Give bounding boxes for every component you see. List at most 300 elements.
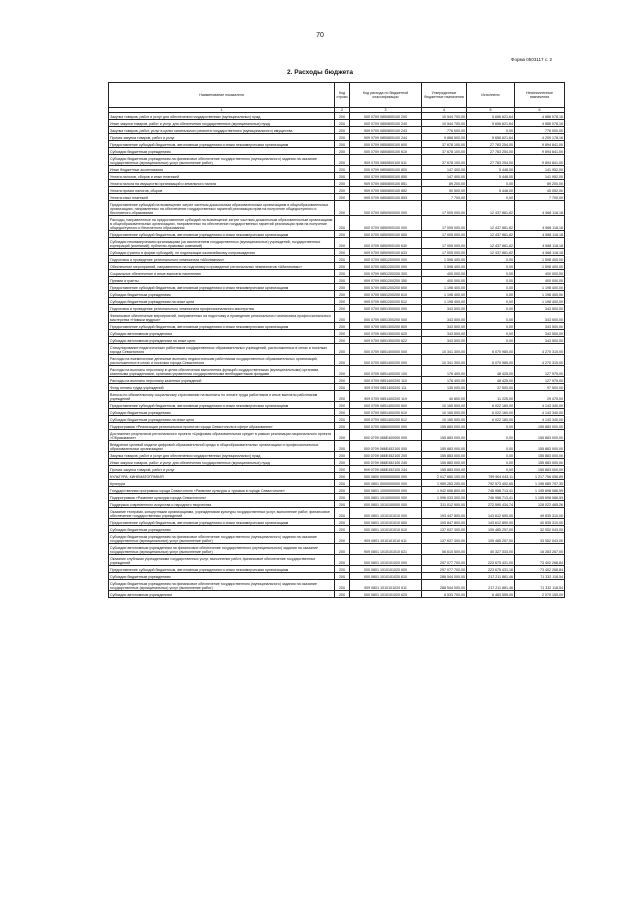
row-remaining: 4 209 178,16 bbox=[515, 134, 565, 141]
row-remaining: 45 052,00 bbox=[515, 187, 565, 194]
row-approved: 155 883 000,00 bbox=[422, 466, 467, 473]
row-executed: 0,00 bbox=[467, 452, 515, 459]
row-name: Субсидии некоммерческим организациям (за исключением государственных (муниципальных) учреждений, государственных корпораций (компаний), публично-правовых компаний) bbox=[109, 238, 335, 249]
row-name: Подпрограмма «Реализация региональных проектов города Севастополя в сфере образования» bbox=[109, 423, 335, 430]
table-row bbox=[109, 391, 565, 402]
row-kbk: 000 0709 0851400200 100 bbox=[350, 366, 422, 377]
row-executed: 0,00 bbox=[467, 270, 515, 277]
row-approved: 10 341 300,00 bbox=[422, 355, 467, 366]
row-kbk: 000 0709 0851200200 300 bbox=[350, 270, 422, 277]
table-row bbox=[109, 416, 565, 423]
row-name: Достижение результатов регионального проекта «Цифровая образовательная среда» в рамках реализации национального проекта «Образование» bbox=[109, 430, 335, 441]
row-approved: 288 544 000,00 bbox=[422, 580, 467, 591]
row-approved: 56 610 500,00 bbox=[422, 544, 467, 555]
row-name: Предоставление субсидий бюджетным, автономным учреждениям и иным некоммерческим организациям bbox=[109, 519, 335, 526]
row-kbk: 000 0801 1010101020 600 bbox=[350, 566, 422, 573]
row-name: Субсидии бюджетным учреждениям на финансовое обеспечение государственного (муниципального) задания на оказание государственных (муниципальных) услуг (выполнение работ) bbox=[109, 580, 335, 591]
row-code: 200 bbox=[335, 249, 350, 256]
row-name: Оказание клубными учреждениями государственных услуг, выполнение работ, финансовое обеспечение государственных учреждений bbox=[109, 555, 335, 566]
row-remaining: 40 835 310,00 bbox=[515, 519, 565, 526]
row-executed: 223 675 431,00 bbox=[467, 555, 515, 566]
row-code: 200 bbox=[335, 270, 350, 277]
row-approved: 147 400,00 bbox=[422, 166, 467, 173]
table-row bbox=[109, 284, 565, 291]
table-row bbox=[109, 238, 565, 249]
row-executed: 0,00 bbox=[467, 312, 515, 323]
row-code: 200 bbox=[335, 344, 350, 355]
table-row bbox=[109, 466, 565, 473]
table-row bbox=[109, 544, 565, 555]
header-row bbox=[109, 83, 565, 108]
row-name: Премии и гранты bbox=[109, 277, 335, 284]
row-code: 200 bbox=[335, 466, 350, 473]
row-remaining: 9 894 841,00 bbox=[515, 141, 565, 148]
row-approved: 193 447 800,00 bbox=[422, 508, 467, 519]
row-name: Субсидии бюджетным учреждениям на финансовое обеспечение государственного (муниципального) задания на оказание государственных (муниципальных) услуг (выполнение работ) bbox=[109, 533, 335, 544]
row-kbk: 000 0801 1010101010 000 bbox=[350, 508, 422, 519]
row-executed: 0,00 bbox=[467, 466, 515, 473]
row-remaining: 343 500,00 bbox=[515, 323, 565, 330]
row-name: Субсидии бюджетным учреждениям на иные цели bbox=[109, 416, 335, 423]
row-remaining: 4 143 340,00 bbox=[515, 416, 565, 423]
row-remaining: 141 952,00 bbox=[515, 173, 565, 180]
row-executed: 12 437 881,82 bbox=[467, 238, 515, 249]
row-name: Уплата налога на имущество организаций и земельного налога bbox=[109, 180, 335, 187]
row-approved: 8 533 700,00 bbox=[422, 591, 467, 598]
table-row bbox=[109, 377, 565, 384]
row-kbk: 000 0709 0850900100 600 bbox=[350, 231, 422, 238]
row-remaining: 73 402 268,84 bbox=[515, 555, 565, 566]
table-row bbox=[109, 323, 565, 330]
row-executed: 27 783 254,00 bbox=[467, 141, 515, 148]
row-kbk: 000 0709 0860000000 000 bbox=[350, 423, 422, 430]
row-remaining: 127 975,00 bbox=[515, 366, 565, 377]
row-approved: 1 942 656 800,00 bbox=[422, 487, 467, 494]
row-name: Поддержка современного искусства и народного творчества bbox=[109, 501, 335, 508]
row-approved: 343 500,00 bbox=[422, 305, 467, 312]
row-kbk: 000 0709 0851400200 610 bbox=[350, 409, 422, 416]
row-code: 200 bbox=[335, 494, 350, 501]
row-kbk: 000 0801 1010101020 610 bbox=[350, 573, 422, 580]
row-kbk: 000 0709 0851400200 110 bbox=[350, 377, 422, 384]
row-code: 200 bbox=[335, 277, 350, 284]
row-executed: 799 904 043,11 bbox=[467, 473, 515, 480]
table-row bbox=[109, 148, 565, 155]
row-kbk: 000 0801 1010100000 000 bbox=[350, 501, 422, 508]
column-number: 2 bbox=[335, 108, 350, 113]
table-row bbox=[109, 173, 565, 180]
table-row bbox=[109, 501, 565, 508]
row-executed: 6 022 160,00 bbox=[467, 402, 515, 409]
table-row bbox=[109, 402, 565, 409]
table-row bbox=[109, 201, 565, 216]
row-code: 200 bbox=[335, 519, 350, 526]
row-name: Уплата иных платежей bbox=[109, 194, 335, 201]
row-name: Социальное обеспечение и иные выплаты населению bbox=[109, 270, 335, 277]
row-name: Обеспечение мероприятий, направленных на подготовку и проведение региональных чемпионатов «Абилимпикс» bbox=[109, 263, 335, 270]
row-kbk: 909 0709 0850800100 852 bbox=[350, 187, 422, 194]
row-executed: 6 070 985,00 bbox=[467, 344, 515, 355]
row-kbk: 000 0709 0851200200 610 bbox=[350, 291, 422, 298]
row-name: Субсидии бюджетным учреждениям bbox=[109, 291, 335, 298]
row-approved: 193 847 800,00 bbox=[422, 519, 467, 526]
row-approved: 1 989 263 200,00 bbox=[422, 480, 467, 487]
row-approved: 17 005 000,00 bbox=[422, 231, 467, 238]
row-kbk: 000 0709 0851300200 000 bbox=[350, 312, 422, 323]
row-code: 200 bbox=[335, 263, 350, 270]
row-remaining: 71 332 118,54 bbox=[515, 580, 565, 591]
row-kbk: 909 0709 0850900100 633 bbox=[350, 249, 422, 256]
row-kbk: 000 0709 086E452100 000 bbox=[350, 441, 422, 452]
row-kbk: 000 0709 086E452100 240 bbox=[350, 459, 422, 466]
section-title: 2. Расходы бюджета bbox=[287, 69, 353, 76]
row-code: 200 bbox=[335, 120, 350, 127]
table-row bbox=[109, 256, 565, 263]
row-name: Закупка товаров, работ, услуг в целях капитального ремонта государственного (муниципального) имущества bbox=[109, 127, 335, 134]
row-executed: 6 070 985,00 bbox=[467, 355, 515, 366]
table-row bbox=[109, 127, 565, 134]
table-row bbox=[109, 194, 565, 201]
header-executed: Исполнено bbox=[467, 83, 515, 108]
row-executed: 0,00 bbox=[467, 256, 515, 263]
row-approved: 1 198 400,00 bbox=[422, 291, 467, 298]
table-row bbox=[109, 591, 565, 598]
row-kbk: 000 0801 0000000000 000 bbox=[350, 480, 422, 487]
table-row bbox=[109, 134, 565, 141]
row-approved: 37 678 100,00 bbox=[422, 148, 467, 155]
row-name: Субсидии (гранты в форме субсидий), не подлежащие казначейскому сопровождению bbox=[109, 249, 335, 256]
row-remaining: 400 000,00 bbox=[515, 270, 565, 277]
row-executed: 40 327 333,00 bbox=[467, 544, 515, 555]
row-kbk: 909 0709 086E452100 244 bbox=[350, 466, 422, 473]
row-approved: 40 800,00 bbox=[422, 391, 467, 402]
row-kbk: 000 0709 0850800100 600 bbox=[350, 141, 422, 148]
row-name: Прочая закупка товаров, работ и услуг bbox=[109, 134, 335, 141]
column-number: 1 bbox=[109, 108, 335, 113]
row-kbk: 000 0709 086E400000 000 bbox=[350, 430, 422, 441]
row-remaining: 4 568 118,18 bbox=[515, 201, 565, 216]
column-number: 5 bbox=[467, 108, 515, 113]
row-code: 200 bbox=[335, 337, 350, 344]
row-code: 200 bbox=[335, 166, 350, 173]
row-remaining: 4 270 315,00 bbox=[515, 344, 565, 355]
row-executed: 0,00 bbox=[467, 263, 515, 270]
table-row bbox=[109, 555, 565, 566]
row-approved: 400 000,00 bbox=[422, 270, 467, 277]
row-approved: 155 883 000,00 bbox=[422, 430, 467, 441]
row-approved: 343 500,00 bbox=[422, 312, 467, 323]
table-row bbox=[109, 480, 565, 487]
row-name: Субсидии автономным учреждениям bbox=[109, 591, 335, 598]
row-remaining: 1 217 756 056,89 bbox=[515, 473, 565, 480]
row-name: Субсидии бюджетным учреждениям bbox=[109, 573, 335, 580]
row-approved: 176 400,00 bbox=[422, 366, 467, 377]
table-row bbox=[109, 459, 565, 466]
row-code: 200 bbox=[335, 501, 350, 508]
row-kbk: 000 0801 1010101010 600 bbox=[350, 519, 422, 526]
row-name: Субсидии автономным учреждениям на финансовое обеспечение государственного (муниципального) задания на оказание государственных (муниципальных) услуг (выполнение работ) bbox=[109, 544, 335, 555]
row-code: 200 bbox=[335, 391, 350, 402]
row-remaining: 155 883 000,00 bbox=[515, 423, 565, 430]
row-name: Уплата прочих налогов, сборов bbox=[109, 187, 335, 194]
row-code: 200 bbox=[335, 298, 350, 305]
row-name: Субсидии бюджетным учреждениям bbox=[109, 148, 335, 155]
row-kbk: 909 0709 0851400200 111 bbox=[350, 384, 422, 391]
table-row bbox=[109, 249, 565, 256]
row-code: 200 bbox=[335, 423, 350, 430]
row-code: 200 bbox=[335, 231, 350, 238]
row-code: 200 bbox=[335, 473, 350, 480]
row-code: 200 bbox=[335, 377, 350, 384]
row-remaining: 1 198 400,00 bbox=[515, 298, 565, 305]
row-remaining: 155 883 000,00 bbox=[515, 452, 565, 459]
row-remaining: 4 568 118,18 bbox=[515, 249, 565, 256]
row-executed: 0,00 bbox=[467, 423, 515, 430]
table-row bbox=[109, 187, 565, 194]
row-name: Субсидии бюджетным учреждениям на финансовое обеспечение государственного (муниципального) задания на оказание государственных (муниципальных) услуг (выполнение работ) bbox=[109, 155, 335, 166]
row-executed: 0,00 bbox=[467, 194, 515, 201]
row-approved: 155 883 000,00 bbox=[422, 452, 467, 459]
row-name: Предоставление субсидий бюджетным, автономным учреждениям и иным некоммерческим организациям bbox=[109, 231, 335, 238]
row-executed: 6 022 160,00 bbox=[467, 409, 515, 416]
row-code: 200 bbox=[335, 526, 350, 533]
row-code: 200 bbox=[335, 544, 350, 555]
header-code: Код строки bbox=[335, 83, 350, 108]
row-executed: 5 448,00 bbox=[467, 173, 515, 180]
row-kbk: 909 0709 0850800100 851 bbox=[350, 180, 422, 187]
row-approved: 147 400,00 bbox=[422, 173, 467, 180]
row-code: 200 bbox=[335, 580, 350, 591]
row-executed: 12 437 881,82 bbox=[467, 216, 515, 231]
row-executed: 217 211 881,46 bbox=[467, 580, 515, 591]
table-row bbox=[109, 355, 565, 366]
row-name: Подготовка и проведение регионального чемпионата профессионального мастерства bbox=[109, 305, 335, 312]
row-executed: 12 437 881,82 bbox=[467, 249, 515, 256]
row-name: Расходы, направленные на предоставление субсидий на возмещение затрат частным дошкольным образовательным организациям в общеобразовательных организациях, направленных на обеспечение государственных гарантий реализации прав на получение общедоступного и бесплатного образования bbox=[109, 216, 335, 231]
table-row bbox=[109, 291, 565, 298]
row-name: Субсидии автономным учреждениям bbox=[109, 330, 335, 337]
row-executed: 143 612 690,00 bbox=[467, 508, 515, 519]
row-executed: 223 675 431,16 bbox=[467, 566, 515, 573]
row-approved: 135 000,00 bbox=[422, 384, 467, 391]
row-approved: 10 165 500,00 bbox=[422, 409, 467, 416]
row-code: 200 bbox=[335, 238, 350, 249]
row-approved: 9 868 500,00 bbox=[422, 134, 467, 141]
row-name: Расходы на ежемесячные денежные выплаты педагогическим работникам государственных образовательных организаций, расположенных в селах и поселках города Севастополя bbox=[109, 355, 335, 366]
row-name: Предоставление субсидий бюджетным, автономным учреждениям и иным некоммерческим организациям bbox=[109, 566, 335, 573]
row-remaining: 343 500,00 bbox=[515, 330, 565, 337]
row-code: 200 bbox=[335, 155, 350, 166]
row-executed: 0,00 bbox=[467, 459, 515, 466]
column-number: 6 bbox=[515, 108, 565, 113]
row-code: 200 bbox=[335, 291, 350, 298]
row-code: 200 bbox=[335, 113, 350, 120]
row-executed: 27 783 254,00 bbox=[467, 148, 515, 155]
row-code: 200 bbox=[335, 148, 350, 155]
row-kbk: 000 0709 0851400000 000 bbox=[350, 344, 422, 355]
row-executed: 0,00 bbox=[467, 441, 515, 452]
row-kbk: 000 0709 0851400200 000 bbox=[350, 355, 422, 366]
row-code: 200 bbox=[335, 323, 350, 330]
row-kbk: 909 0709 0850800100 244 bbox=[350, 134, 422, 141]
row-kbk: 000 0801 1000000000 000 bbox=[350, 487, 422, 494]
row-approved: 10 544 700,00 bbox=[422, 113, 467, 120]
row-code: 200 bbox=[335, 355, 350, 366]
row-approved: 17 005 000,00 bbox=[422, 249, 467, 256]
row-code: 200 bbox=[335, 330, 350, 337]
row-remaining: 400 000,00 bbox=[515, 277, 565, 284]
row-code: 200 bbox=[335, 566, 350, 573]
row-kbk: 000 0709 0850800100 850 bbox=[350, 173, 422, 180]
row-executed: 0,00 bbox=[467, 291, 515, 298]
row-remaining: 49 835 310,00 bbox=[515, 508, 565, 519]
table-row bbox=[109, 473, 565, 480]
row-name: Иные бюджетные ассигнования bbox=[109, 166, 335, 173]
row-executed: 0,00 bbox=[467, 277, 515, 284]
row-approved: 343 500,00 bbox=[422, 330, 467, 337]
row-approved: 17 005 000,00 bbox=[422, 238, 467, 249]
table-row bbox=[109, 430, 565, 441]
table-row bbox=[109, 270, 565, 277]
row-code: 200 bbox=[335, 555, 350, 566]
row-kbk: 909 0801 1010101010 621 bbox=[350, 544, 422, 555]
row-executed: 0,00 bbox=[467, 337, 515, 344]
row-kbk: 000 0709 0850800100 240 bbox=[350, 120, 422, 127]
row-executed: 0,00 bbox=[467, 180, 515, 187]
row-approved: 17 005 000,00 bbox=[422, 216, 467, 231]
row-kbk: 909 0709 0851300200 622 bbox=[350, 337, 422, 344]
row-approved: 176 400,00 bbox=[422, 377, 467, 384]
row-approved: 155 883 000,00 bbox=[422, 423, 467, 430]
row-code: 200 bbox=[335, 312, 350, 323]
row-name: Закупка товаров, работ и услуг для обеспечения государственных (муниципальных) нужд bbox=[109, 113, 335, 120]
row-kbk: 000 0709 0851200200 000 bbox=[350, 263, 422, 270]
row-remaining: 776 000,00 bbox=[515, 127, 565, 134]
form-code: Форма 0503117 с. 2 bbox=[511, 57, 552, 62]
row-code: 200 bbox=[335, 416, 350, 423]
table-row bbox=[109, 337, 565, 344]
row-remaining: 1 196 689 797,35 bbox=[515, 480, 565, 487]
row-remaining: 343 500,00 bbox=[515, 337, 565, 344]
row-name: Предоставление субсидий бюджетным, автономным учреждениям и иным некоммерческим организациям bbox=[109, 323, 335, 330]
row-executed: 746 958 713,41 bbox=[467, 487, 515, 494]
row-approved: 311 012 900,00 bbox=[422, 501, 467, 508]
row-code: 200 bbox=[335, 134, 350, 141]
row-name: Финансовое обеспечение мероприятий, направленных на подготовку и проведение регионального чемпионата профессионального мастерства «Навыки мудрых» bbox=[109, 312, 335, 323]
row-approved: 137 637 300,00 bbox=[422, 526, 467, 533]
table-row bbox=[109, 231, 565, 238]
row-executed: 6 463 559,00 bbox=[467, 591, 515, 598]
row-code: 200 bbox=[335, 305, 350, 312]
row-executed: 48 425,00 bbox=[467, 377, 515, 384]
table-row bbox=[109, 384, 565, 391]
row-name: Предоставление субсидий бюджетным, автономным учреждениям и иным некоммерческим организациям bbox=[109, 141, 335, 148]
row-remaining: 9 894 841,00 bbox=[515, 155, 565, 166]
row-name: Иные закупки товаров, работ и услуг для обеспечения государственных (муниципальных) нужд bbox=[109, 459, 335, 466]
table-row bbox=[109, 277, 565, 284]
row-kbk: 000 0709 0850800100 200 bbox=[350, 113, 422, 120]
row-remaining: 1 195 698 086,59 bbox=[515, 494, 565, 501]
row-code: 200 bbox=[335, 201, 350, 216]
row-executed: 0,00 bbox=[467, 430, 515, 441]
table-row bbox=[109, 113, 565, 120]
row-approved: 137 637 300,00 bbox=[422, 533, 467, 544]
row-approved: 17 005 000,00 bbox=[422, 201, 467, 216]
row-name: КУЛЬТУРА, КИНЕМАТОГРАФИЯ bbox=[109, 473, 335, 480]
table-row bbox=[109, 366, 565, 377]
row-approved: 297 077 700,00 bbox=[422, 566, 467, 573]
row-code: 200 bbox=[335, 194, 350, 201]
row-name: Взносы по обязательному социальному страхованию на выплаты по оплате труда работников и иные выплаты работникам учреждений bbox=[109, 391, 335, 402]
table-row bbox=[109, 180, 565, 187]
row-remaining: 4 568 118,18 bbox=[515, 238, 565, 249]
row-kbk: 909 0709 0850800100 611 bbox=[350, 155, 422, 166]
table-row bbox=[109, 487, 565, 494]
page-number: 70 bbox=[316, 32, 324, 39]
row-approved: 7 700,00 bbox=[422, 194, 467, 201]
table-row bbox=[109, 344, 565, 355]
row-approved: 1 598 400,00 bbox=[422, 263, 467, 270]
row-kbk: 909 0709 0851200200 612 bbox=[350, 298, 422, 305]
table-row bbox=[109, 526, 565, 533]
row-remaining: 128 022 465,26 bbox=[515, 501, 565, 508]
row-code: 200 bbox=[335, 173, 350, 180]
row-remaining: 343 500,00 bbox=[515, 312, 565, 323]
table-row bbox=[109, 423, 565, 430]
row-code: 200 bbox=[335, 409, 350, 416]
row-name: Оказание театрами, концертными организациями, учреждениями культуры государственных услуг, выполнение работ, финансовое обеспечение государственных учреждений bbox=[109, 508, 335, 519]
row-code: 200 bbox=[335, 384, 350, 391]
table-row bbox=[109, 566, 565, 573]
row-name: Субсидии автономным учреждениям на иные цели bbox=[109, 337, 335, 344]
row-remaining: 343 500,00 bbox=[515, 305, 565, 312]
row-approved: 400 000,00 bbox=[422, 277, 467, 284]
row-name: Предоставление субсидий бюджетным, автономным учреждениям и иным некоммерческим организациям bbox=[109, 402, 335, 409]
row-remaining: 4 143 340,00 bbox=[515, 402, 565, 409]
table-row bbox=[109, 155, 565, 166]
row-name: Предоставление субсидий на возмещение затрат частным дошкольным образовательным организациям в общеобразовательных организациях, направленных на обеспечение государственных гарантий реализации прав на получение общедоступного и бесплатного образования bbox=[109, 201, 335, 216]
column-number: 4 bbox=[422, 108, 467, 113]
header-name: Наименование показателя bbox=[109, 83, 335, 108]
row-remaining: 1 598 400,00 bbox=[515, 263, 565, 270]
row-approved: 10 544 700,00 bbox=[422, 120, 467, 127]
row-name: Закупка товаров, работ и услуг для обеспечения государственных (муниципальных) нужд bbox=[109, 452, 335, 459]
row-kbk: 909 0709 0850800100 243 bbox=[350, 127, 422, 134]
row-code: 200 bbox=[335, 402, 350, 409]
row-name: Стимулирование педагогических работников государственных образовательных учреждений, расположенных в селах и поселках города Севастополя bbox=[109, 344, 335, 355]
row-approved: 1 598 400,00 bbox=[422, 256, 467, 263]
row-kbk: 909 0709 0850800100 853 bbox=[350, 194, 422, 201]
row-remaining: 1 198 400,00 bbox=[515, 291, 565, 298]
row-kbk: 000 0709 0850800100 610 bbox=[350, 148, 422, 155]
table-row bbox=[109, 120, 565, 127]
table-row bbox=[109, 409, 565, 416]
header-approved: Утвержденные бюджетные назначения bbox=[422, 83, 467, 108]
header-remaining: Неисполненные назначения bbox=[515, 83, 565, 108]
row-code: 200 bbox=[335, 441, 350, 452]
row-approved: 343 500,00 bbox=[422, 323, 467, 330]
row-kbk: 000 0709 0850800100 800 bbox=[350, 166, 422, 173]
budget-expenses-table bbox=[108, 82, 565, 598]
row-name: Субсидии бюджетным учреждениям bbox=[109, 409, 335, 416]
row-approved: 37 678 100,00 bbox=[422, 155, 467, 166]
row-kbk: 000 0709 0851300200 600 bbox=[350, 323, 422, 330]
row-name: Предоставление субсидий бюджетным, автономным учреждениям и иным некоммерческим организациям bbox=[109, 284, 335, 291]
row-remaining: 71 332 118,54 bbox=[515, 573, 565, 580]
row-kbk: 000 0709 0851400200 600 bbox=[350, 402, 422, 409]
row-executed: 0,00 bbox=[467, 305, 515, 312]
table-row bbox=[109, 312, 565, 323]
